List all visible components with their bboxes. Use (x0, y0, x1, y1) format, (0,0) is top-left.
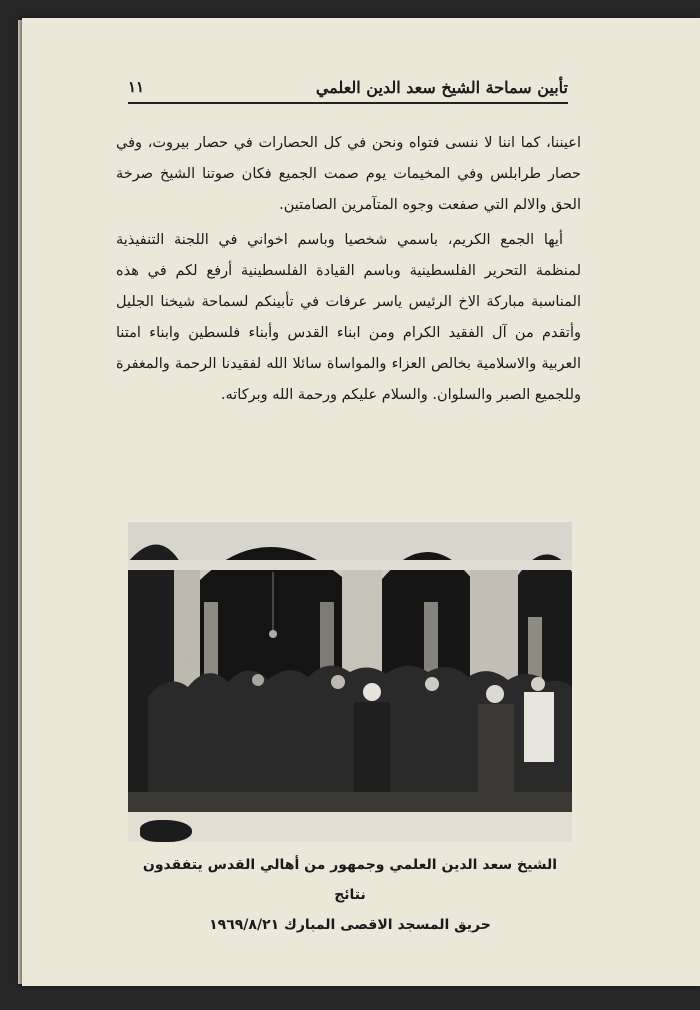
ink-smudge (140, 820, 192, 842)
photo-caption (130, 850, 570, 940)
header-rule (128, 102, 568, 104)
mosque-crowd-photo (128, 522, 572, 812)
caption-line-1: الشيخ سعد الدين العلمي وجمهور من أهالي القدس يتفقدون نتائج (142, 857, 558, 903)
page-number: ١١ (128, 78, 145, 96)
header-title: تأبين سماحة الشيخ سعد الدين العلمي (315, 78, 568, 97)
caption-line-2: حريق المسجد الاقصى المبارك ١٩٦٩/٨/٢١ (209, 917, 491, 933)
body-text (116, 128, 581, 411)
paragraph-1: اعيننا، كما اننا لا ننسى فتواه ونحن في كل الحصارات في حصار بيروت، وفي حصار طرابلس وفي المخيمات يوم صمت الجميع فكان صوتنا الشيخ صرخة الحق والالم التي صفعت وجوه المتآمرين الصامتين. (116, 135, 581, 213)
photo-illustration (128, 522, 572, 812)
photo-bottom-strip (128, 812, 572, 842)
running-header (128, 76, 568, 104)
paragraph-2: أيها الجمع الكريم، باسمي شخصيا وباسم اخواني في اللجنة التنفيذية لمنظمة التحرير الفلسطينية وباسم القيادة الفلسطينية أرفع لكم في هذه المناسبة مباركة الاخ الرئيس ياسر عرفات في تأبينكم لسماحة شيخنا الجليل وأتقدم من آل الفقيد الكرام ومن ابناء القدس وأبناء فلسطين وابناء امتنا العربية والاسلامية بخالص العزاء والمواساة سائلا الله لفقيدنا الرحمة والمغفرة وللجميع الصبر والسلوان. والسلام عليكم ورحمة الله وبركاته. (116, 232, 581, 403)
